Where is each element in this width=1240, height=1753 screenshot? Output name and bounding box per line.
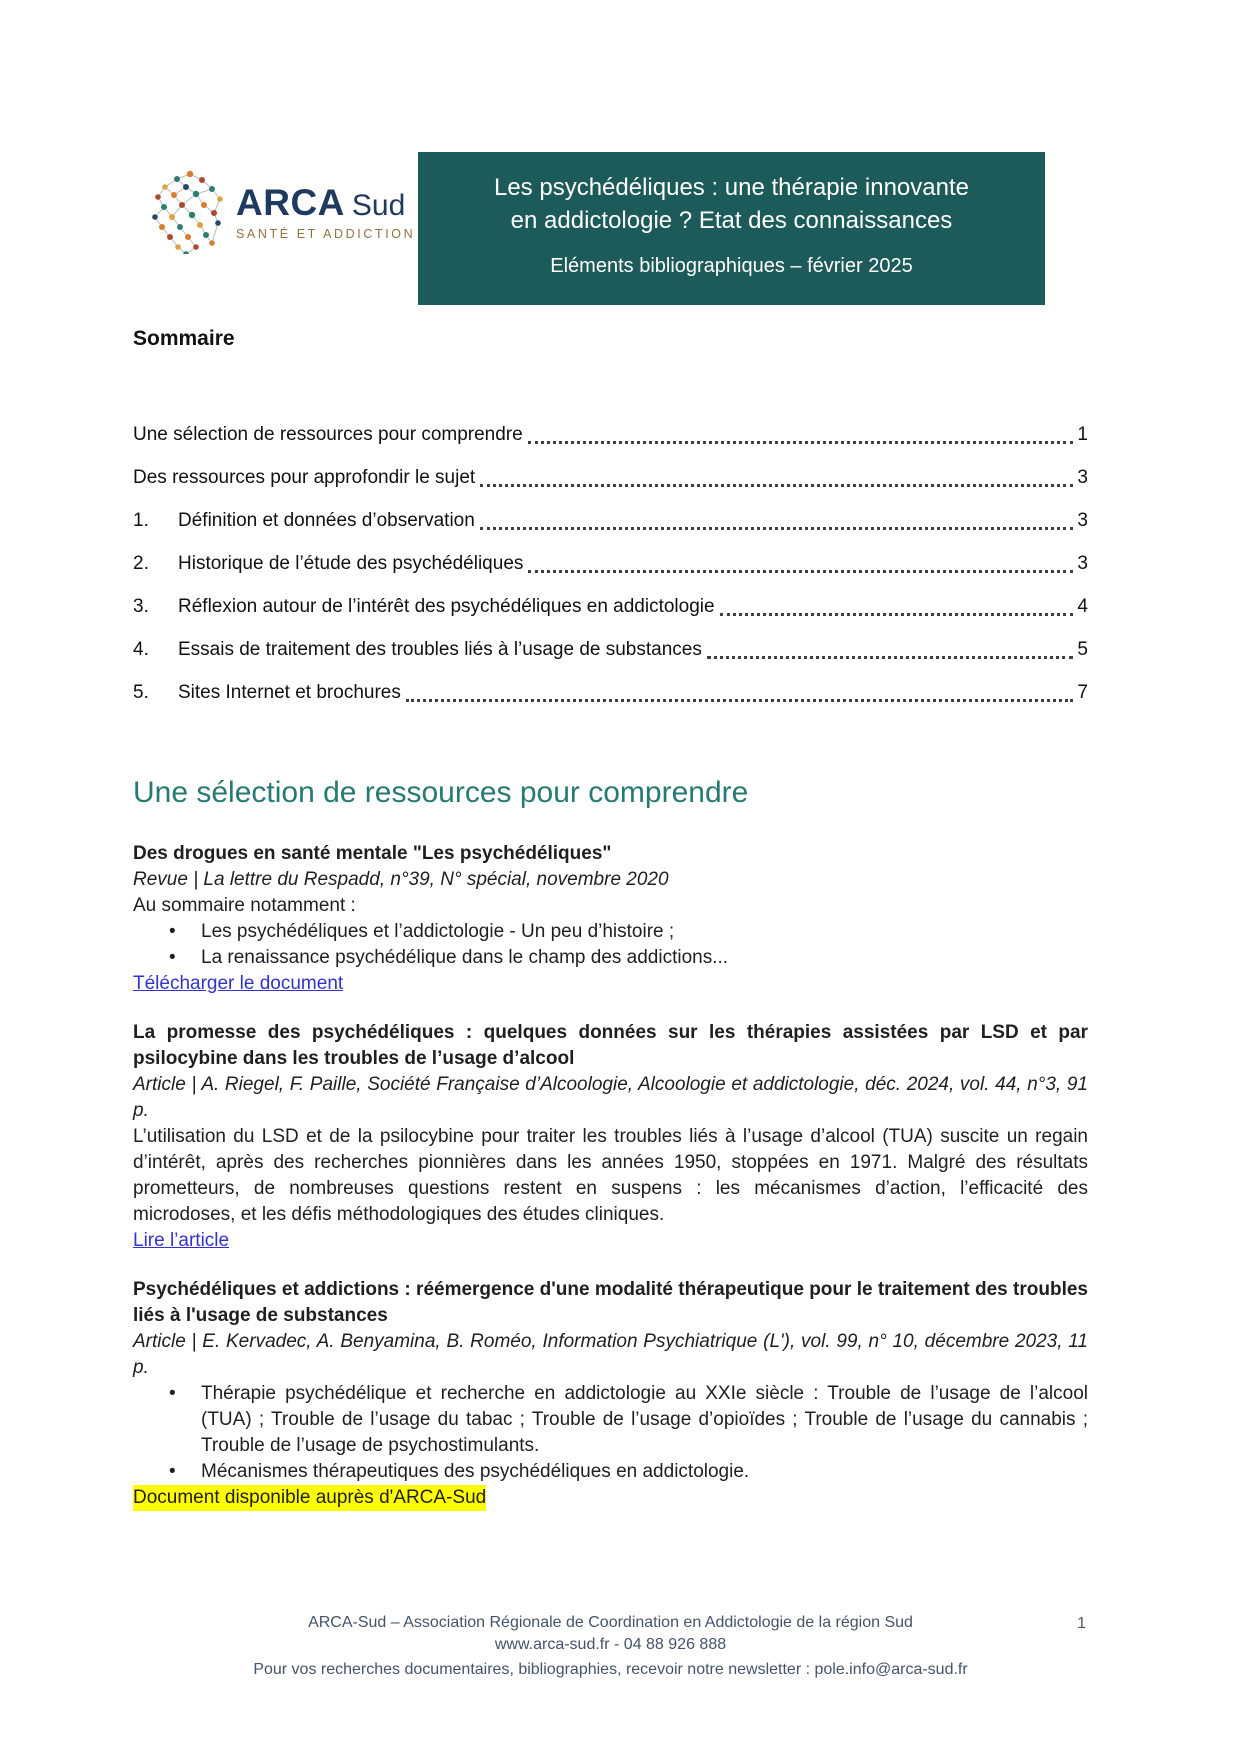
bullet-label: La renaissance psychédélique dans le champ des addictions...	[201, 947, 729, 968]
toc-entry[interactable]	[133, 595, 1088, 638]
logo-tagline: SANTÉ ET ADDICTION	[236, 227, 416, 241]
footer-association: ARCA-Sud – Association Régionale de Coordination en Addictologie de la région Sud	[308, 1614, 913, 1631]
toc-dot-leader	[528, 423, 1074, 444]
arca-logo-network-icon	[148, 166, 234, 254]
toc-entry[interactable]	[133, 509, 1088, 552]
toc-entry-page: 1	[1077, 424, 1088, 445]
resource-item	[133, 1277, 1088, 1511]
toc-entry[interactable]	[133, 552, 1088, 595]
toc-heading: Sommaire	[133, 327, 235, 350]
toc-entry[interactable]	[133, 466, 1088, 509]
page-content	[133, 305, 1088, 1511]
resource-title: Des drogues en santé mentale "Les psychédéliques"	[133, 843, 612, 864]
page-footer	[133, 1612, 1088, 1681]
toc-dot-leader	[406, 681, 1074, 702]
resource-title: Psychédéliques et addictions : réémergence d'une modalité thérapeutique pour le traitement des troubles liés à l'usage de substances	[133, 1279, 1088, 1326]
resource-item	[133, 841, 1088, 997]
toc-entry[interactable]	[133, 681, 1088, 724]
toc-entry-page: 3	[1077, 510, 1088, 531]
toc-dot-leader	[528, 552, 1073, 573]
download-document-link[interactable]: Télécharger le document	[133, 973, 344, 994]
document-title	[418, 152, 1045, 237]
toc-dot-leader	[480, 466, 1073, 487]
footer-newsletter: Pour vos recherches documentaires, bibliographies, recevoir notre newsletter : pole.info@arca-sud.fr	[253, 1661, 968, 1678]
resource-citation: Article | E. Kervadec, A. Benyamina, B. Roméo, Information Psychiatrique (L'), vol. 99, n° 10, décembre 2023, 11 p.	[133, 1331, 1088, 1378]
arca-sud-logo	[148, 166, 415, 254]
toc-entry-label[interactable]: Essais de traitement des troubles liés à l’usage de substances	[178, 639, 702, 660]
toc-dot-leader	[480, 509, 1074, 530]
bullet-label: Thérapie psychédélique et recherche en addictologie au XXIe siècle : Trouble de l’usage de l’alcool (TUA) ; Trouble de l’usage du tabac ; Trouble de l’usage d’opioïdes ; Trouble de l’usage du cannabis ; Trouble de l’usage de psychostimulants.	[201, 1383, 1088, 1456]
toc-entry-label[interactable]: Historique de l’étude des psychédéliques	[178, 553, 524, 574]
list-item	[133, 1381, 1088, 1459]
toc-entry-label[interactable]: Définition et données d’observation	[178, 510, 475, 531]
resource-title: La promesse des psychédéliques : quelques données sur les thérapies assistées par LSD et par psilocybine dans les troubles de l’usage d’alcool	[133, 1022, 1088, 1069]
bullet-icon: •	[169, 921, 176, 942]
list-item	[133, 1459, 1088, 1485]
bullet-icon: •	[169, 1383, 176, 1404]
logo-region: Sud	[351, 189, 406, 222]
section-heading: Une sélection de ressources pour comprendre	[133, 776, 749, 809]
toc-entry-page: 5	[1077, 639, 1088, 660]
toc-entry[interactable]	[133, 638, 1088, 681]
bullet-icon: •	[169, 1461, 176, 1482]
page-number: 1	[1077, 1615, 1086, 1632]
bullet-label: Mécanismes thérapeutiques des psychédéliques en addictologie.	[201, 1461, 750, 1482]
toc-entry-page: 3	[1077, 553, 1088, 574]
toc-entry-label[interactable]: Une sélection de ressources pour comprendre	[133, 424, 523, 445]
toc-entry[interactable]	[133, 423, 1088, 466]
bullet-icon: •	[169, 947, 176, 968]
logo-name: ARCA	[236, 182, 345, 223]
document-title-line1: Les psychédéliques : une thérapie innovante	[493, 174, 969, 201]
toc-entry-label[interactable]: Sites Internet et brochures	[178, 682, 401, 703]
toc-entry-number: 2.	[133, 553, 149, 574]
list-item	[133, 945, 1088, 971]
read-article-link[interactable]: Lire l’article	[133, 1230, 230, 1251]
toc-entry-number: 3.	[133, 596, 149, 617]
toc-entry-page: 7	[1077, 682, 1088, 703]
toc-entry-label[interactable]: Réflexion autour de l’intérêt des psychédéliques en addictologie	[178, 596, 715, 617]
document-subtitle: Eléments bibliographiques – février 2025	[550, 255, 913, 277]
toc-entry-page: 3	[1077, 467, 1088, 488]
toc-entry-number: 4.	[133, 639, 149, 660]
resource-abstract: L’utilisation du LSD et de la psilocybine pour traiter les troubles liés à l’usage d’alcool (TUA) suscite un regain d’intérêt, après des recherches pionnières dans les années 1950, stoppées en 1971. Malgré des résultats prometteurs, de nombreuses questions restent en suspens : les mécanismes d’action, l’efficacité des microdoses, et les défis méthodologiques des études cliniques.	[133, 1126, 1088, 1225]
resource-citation: Revue | La lettre du Respadd, n°39, N° spécial, novembre 2020	[133, 869, 669, 890]
toc-entry-number: 1.	[133, 510, 149, 531]
resource-item	[133, 1020, 1088, 1254]
toc-entry-number: 5.	[133, 682, 149, 703]
footer-contact: www.arca-sud.fr - 04 88 926 888	[494, 1636, 727, 1653]
toc-dot-leader	[707, 638, 1074, 659]
resource-intro: Au sommaire notamment :	[133, 895, 356, 916]
toc-dot-leader	[720, 595, 1074, 616]
bullet-label: Les psychédéliques et l’addictologie - Un peu d’histoire ;	[201, 921, 675, 942]
table-of-contents	[133, 423, 1088, 724]
toc-entry-page: 4	[1077, 596, 1088, 617]
toc-entry-label[interactable]: Des ressources pour approfondir le sujet	[133, 467, 476, 488]
list-item	[133, 919, 1088, 945]
availability-highlight: Document disponible auprès d'ARCA-Sud	[133, 1485, 486, 1511]
resource-citation: Article | A. Riegel, F. Paille, Société Française d’Alcoologie, Alcoologie et addictologie, déc. 2024, vol. 44, n°3, 91 p.	[133, 1074, 1088, 1121]
title-banner	[418, 152, 1045, 305]
document-title-line2: en addictologie ? Etat des connaissances	[510, 207, 953, 234]
